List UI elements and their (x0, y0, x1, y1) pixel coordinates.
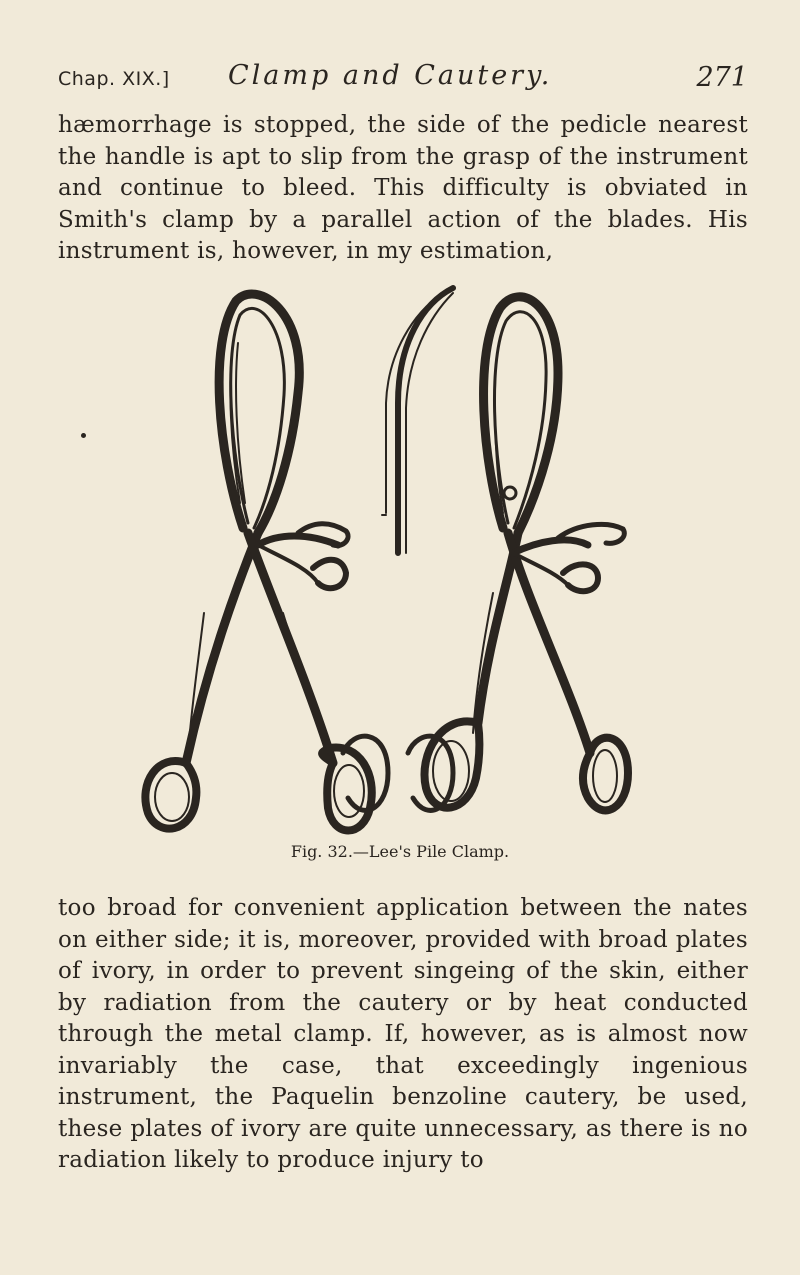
paragraph-top: hæmorrhage is stopped, the side of the pedicle nearest the handle is apt to slip from the grasp of the instrument and continue to bleed. This difficulty is obviated in Smith's clamp by a parallel action of the blades. His instrument is, however, in my estimation, (58, 112, 748, 264)
chapter-label: Chap. XIX.] (58, 68, 170, 90)
page-number: 271 (696, 62, 748, 93)
figure-caption: Fig. 32.—Lee's Pile Clamp. (290, 842, 510, 861)
paragraph-bottom: too broad for convenient application between the nates on either side; it is, moreover, provided with broad plates of ivory, in order to prevent singeing of the skin, either by radiation from the cautery or by heat conducted through the metal clamp. If, however, as is almost now invariably the case, that exceedingly ingenious instrument, the Paquelin benzoline cautery, be used, these plates of ivory are quite unnecessary, as there is no radiation likely to produce injury to (58, 895, 748, 1173)
running-head (58, 60, 748, 100)
running-title: Clamp and Cautery. (228, 60, 553, 91)
ink-speck (81, 433, 86, 438)
right-clamp-drawing (425, 297, 628, 811)
center-blade-drawing (382, 288, 453, 553)
pile-clamp-illustration (108, 283, 638, 843)
left-clamp-drawing (145, 294, 371, 830)
